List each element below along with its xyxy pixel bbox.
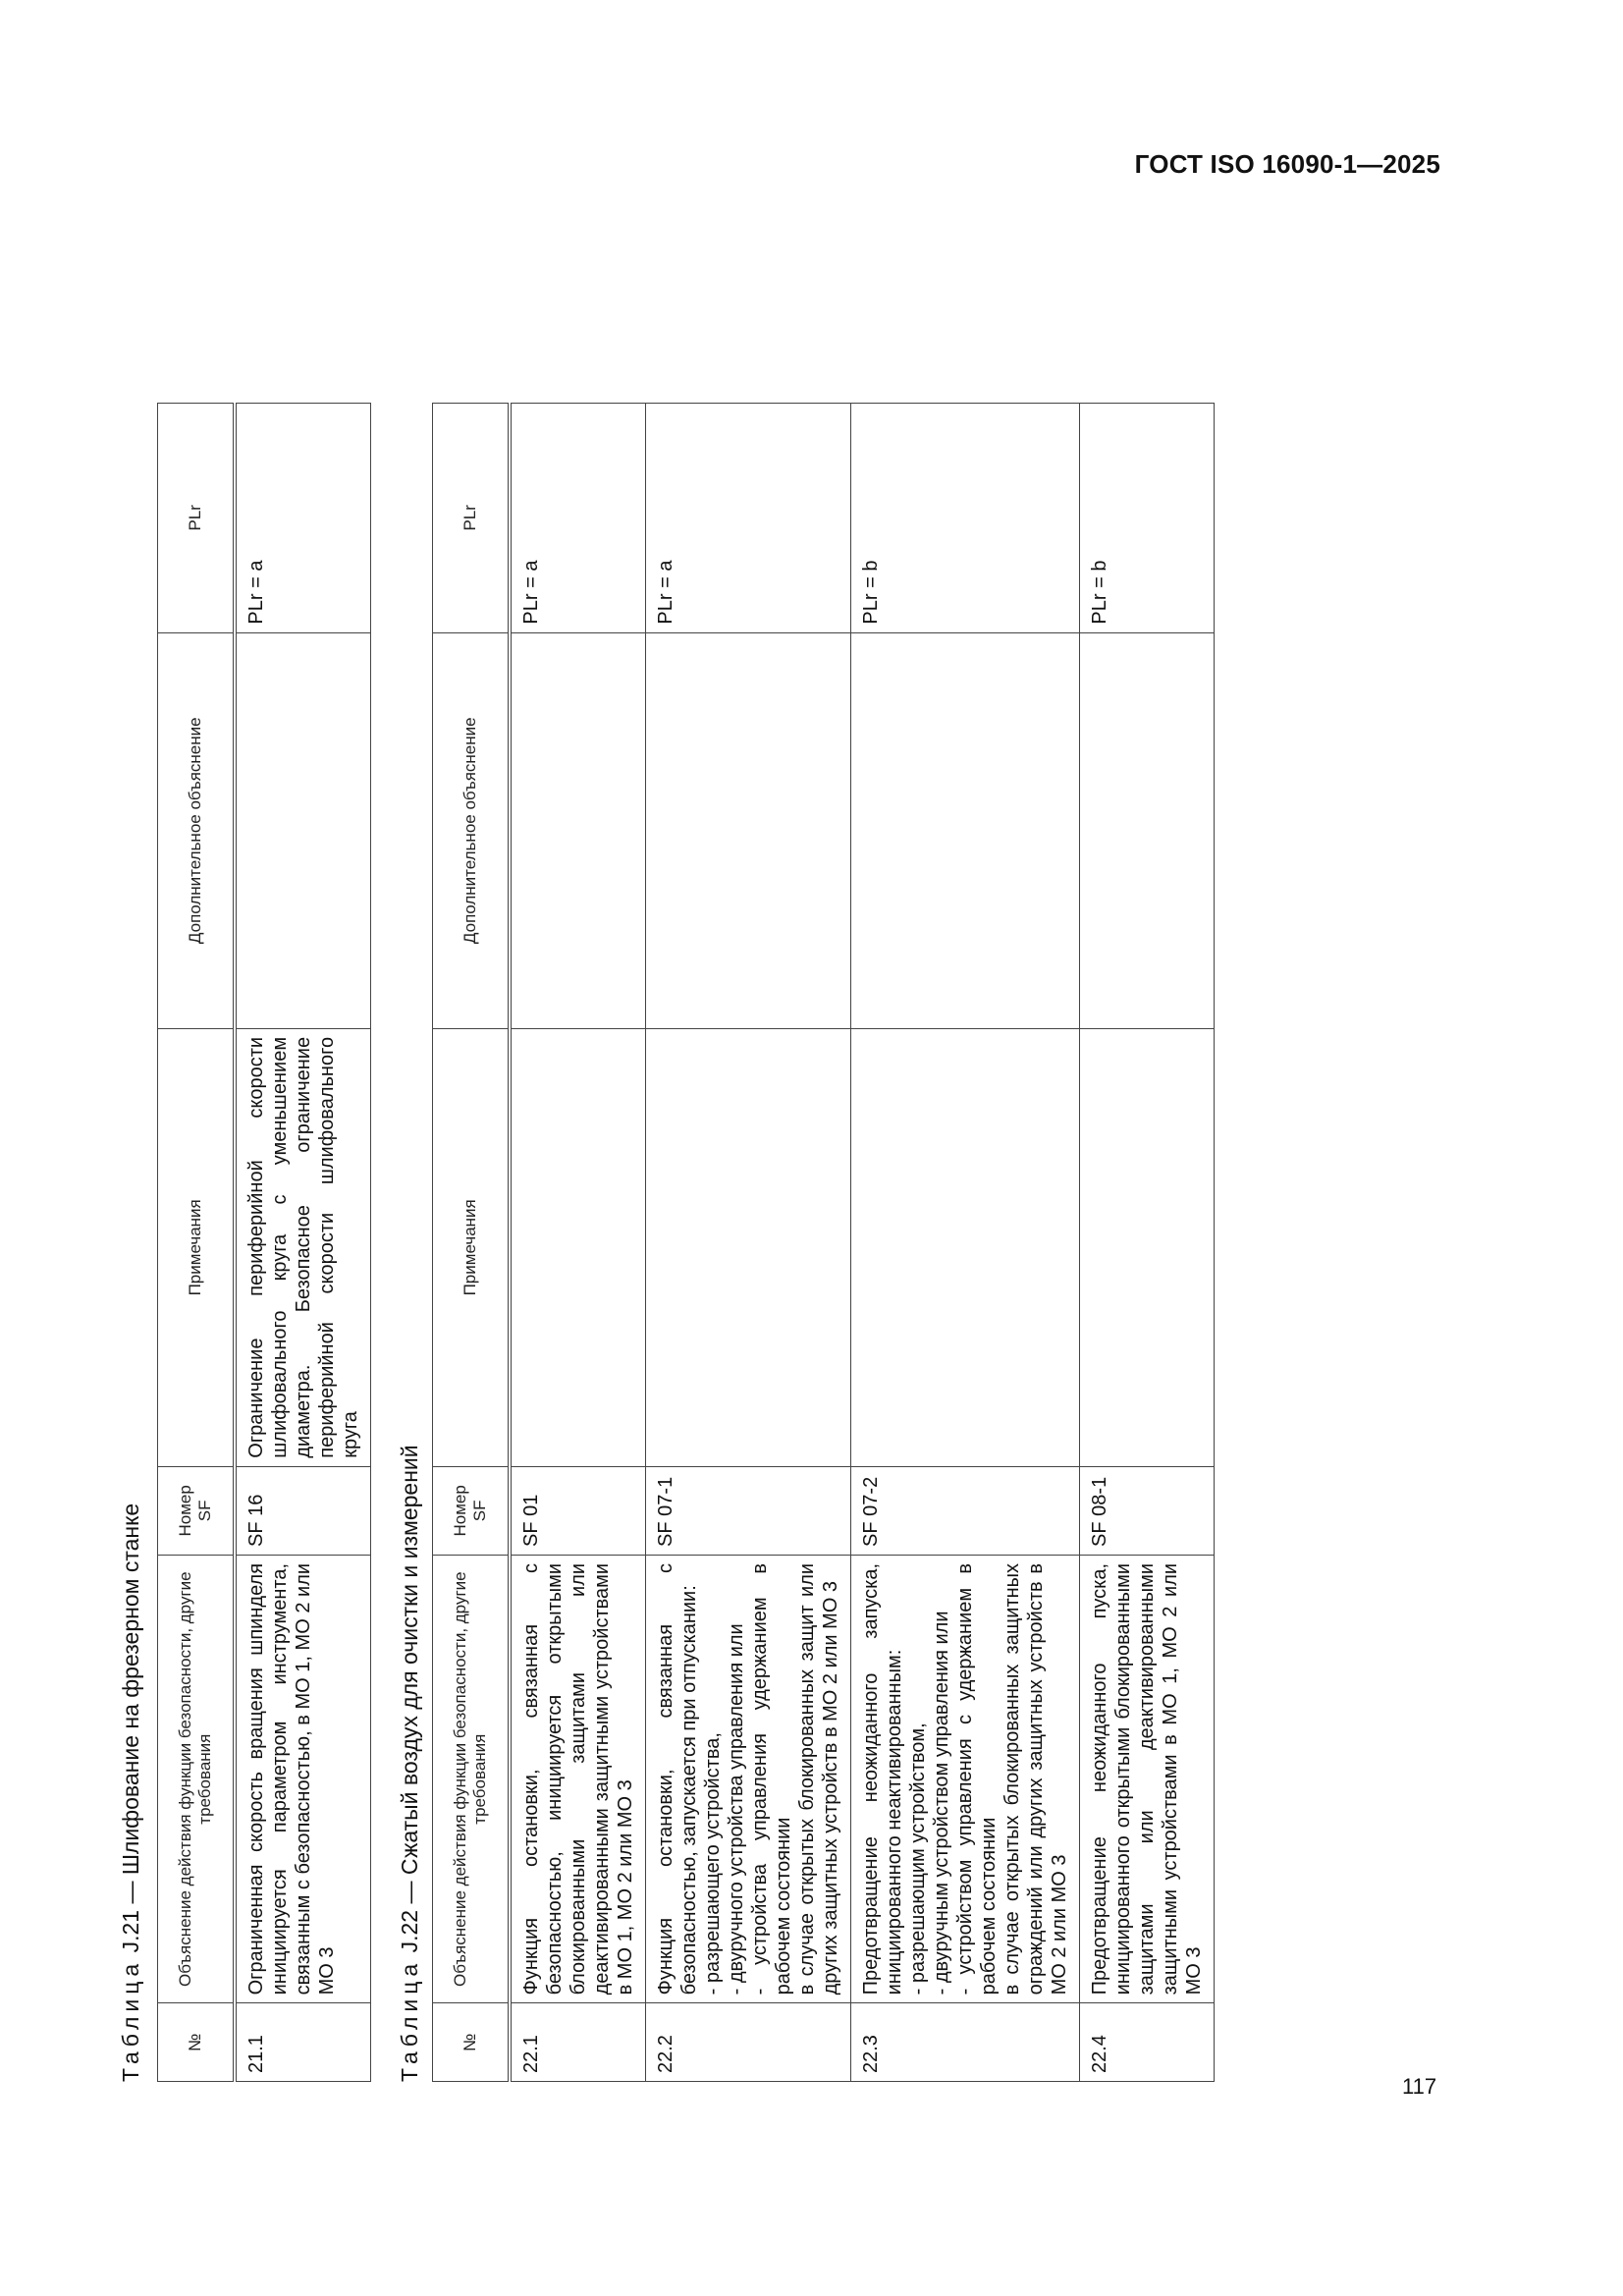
explanation-line: - устройства управления удержанием в рабочем состоянии	[749, 1562, 794, 1995]
explanation-line: в случае открытых блокированных защитных ограждений или других защитных устройств в МО 2 или МО 3	[1001, 1562, 1070, 1995]
table-header-row	[158, 404, 236, 2082]
header-additional: Дополнительное объяснение	[433, 632, 511, 1028]
explanation-line: - разрешающим устройством,	[907, 1722, 929, 1995]
header-notes: Примечания	[158, 1028, 236, 1466]
table-row	[235, 404, 371, 2082]
cell-explanation	[851, 1555, 1080, 2002]
header-no: №	[433, 2003, 511, 2082]
cell-sf: SF 07-2	[851, 1466, 1080, 1555]
caption-title: J.21 — Шлифование на фрезерном станке	[118, 1503, 143, 1953]
cell-sf: SF 07-1	[646, 1466, 851, 1555]
cell-no: 22.3	[851, 2003, 1080, 2082]
cell-no: 22.1	[510, 2003, 646, 2082]
cell-notes	[851, 1028, 1080, 1466]
header-no: №	[158, 2003, 236, 2082]
cell-explanation: Функция остановки, связанная с безопасностью, инициируется открытыми блокированными защитами или деактивированными защитными устройствами в МО 1, МО 2 или МО 3	[510, 1555, 646, 2002]
header-plr: PLr	[433, 404, 511, 633]
cell-plr: PLr = b	[1080, 404, 1215, 633]
table-j21	[157, 403, 371, 2082]
table-row	[510, 404, 646, 2082]
cell-additional	[646, 632, 851, 1028]
header-sf-number: Номер SF	[158, 1466, 236, 1555]
caption-title: J.22 — Сжатый воздух для очистки и измерений	[397, 1445, 422, 1953]
header-plr: PLr	[158, 404, 236, 633]
header-explanation: Объяснение действия функции безопасности, другие требования	[433, 1555, 511, 2002]
explanation-line: в случае открытых блокированных защит или других защитных устройств в МО 2 или МО 3	[796, 1562, 841, 1995]
table-row	[1080, 404, 1215, 2082]
explanation-line: Предотвращение неожиданного запуска, инициированного неактивированным:	[860, 1562, 905, 1995]
cell-explanation	[646, 1555, 851, 2002]
cell-plr: PLr = b	[851, 404, 1080, 633]
table-j21-caption	[118, 1503, 144, 2082]
cell-additional	[510, 632, 646, 1028]
caption-word: Таблица	[397, 1958, 422, 2082]
table-header-row	[433, 404, 511, 2082]
rotated-content	[118, 393, 1394, 2082]
header-notes: Примечания	[433, 1028, 511, 1466]
cell-plr: PLr = a	[510, 404, 646, 633]
header-sf-number: Номер SF	[433, 1466, 511, 1555]
table-j22-caption	[397, 1445, 423, 2082]
cell-sf: SF 16	[235, 1466, 371, 1555]
table-row	[851, 404, 1080, 2082]
explanation-line: - устройством управления с удержанием в рабочем состоянии	[954, 1562, 1000, 1995]
cell-explanation: Ограниченная скорость вращения шпинделя инициируется параметром инструмента, связанным с безопасностью, в МО 1, МО 2 или МО 3	[235, 1555, 371, 2002]
table-j22	[432, 403, 1215, 2082]
header-additional: Дополнительное объяснение	[158, 632, 236, 1028]
header-explanation: Объяснение действия функции безопасности, другие требования	[158, 1555, 236, 2002]
cell-no: 22.2	[646, 2003, 851, 2082]
cell-notes	[646, 1028, 851, 1466]
cell-notes: Ограничение периферийной скорости шлифовального круга с уменьшением диаметра. Безопасное ограничение периферийной скорости шлифовального круга	[235, 1028, 371, 1466]
standard-code: ГОСТ ISO 16090-1—2025	[1134, 149, 1440, 179]
cell-additional	[851, 632, 1080, 1028]
cell-no: 21.1	[235, 2003, 371, 2082]
cell-no: 22.4	[1080, 2003, 1215, 2082]
cell-explanation: Предотвращение неожиданного пуска, инициированного открытыми блокированными защитами или деактивированными защитными устройствами в МО 1, МО 2 или МО 3	[1080, 1555, 1215, 2002]
caption-word: Таблица	[118, 1958, 143, 2082]
cell-notes	[510, 1028, 646, 1466]
explanation-line: - двуручным устройством управления или	[931, 1611, 952, 1995]
table-row	[646, 404, 851, 2082]
explanation-line: - двуручного устройства управления или	[726, 1623, 747, 1995]
cell-plr: PLr = a	[646, 404, 851, 633]
explanation-line: - разрешающего устройства,	[702, 1732, 724, 1995]
page-number: 117	[1402, 2074, 1437, 2099]
cell-additional	[235, 632, 371, 1028]
cell-notes	[1080, 1028, 1215, 1466]
cell-additional	[1080, 632, 1215, 1028]
cell-plr: PLr = a	[235, 404, 371, 633]
cell-sf: SF 01	[510, 1466, 646, 1555]
explanation-line: Функция остановки, связанная с безопасностью, запускается при отпускании:	[655, 1562, 700, 1995]
cell-sf: SF 08-1	[1080, 1466, 1215, 1555]
